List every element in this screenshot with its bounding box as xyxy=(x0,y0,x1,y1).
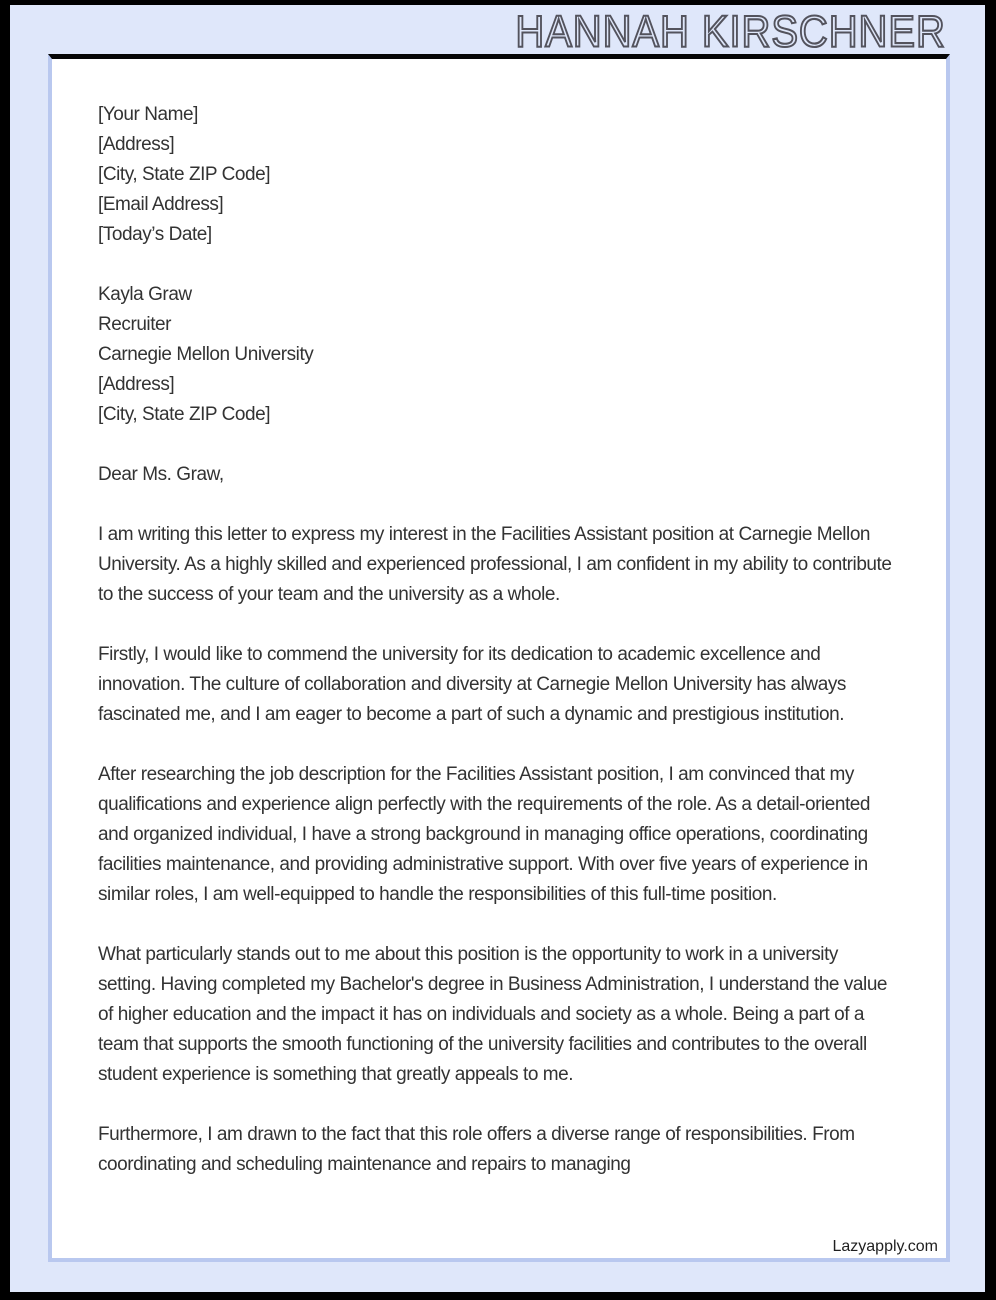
letter-paragraph-2: Firstly, I would like to commend the university for its dedication to academic excellence and innovation. The culture of collaboration and diversity at Carnegie Mellon University has always fascinated me, and I am eager to become a part of such a dynamic and prestigious institution. xyxy=(98,644,846,725)
salutation xyxy=(98,460,896,490)
date-line: [Today’s Date] xyxy=(98,224,212,245)
recipient-name-line: Kayla Graw xyxy=(98,284,192,305)
letter-paragraph-4: What particularly stands out to me about this position is the opportunity to work in a university setting. Having completed my Bachelor's degree in Business Administration, I understand the value of higher education and the impact it has on individuals and society as a whole. Being a part of a team that supports the smooth functioning of the university facilities and contributes to the overall student experience is something that greatly appeals to me. xyxy=(98,944,888,1085)
recipient-address-line: [Address] xyxy=(98,374,175,395)
lazyapply-watermark: Lazyapply.com xyxy=(832,1238,938,1255)
letter-paragraph-1: I am writing this letter to express my interest in the Facilities Assistant position at Carnegie Mellon University. As a highly skilled and experienced professional, I am confident in my ability to contribute to the success of your team and the university as a whole. xyxy=(98,524,892,605)
sender-city-line: [City, State ZIP Code] xyxy=(98,164,271,185)
recipient-city-line: [City, State ZIP Code] xyxy=(98,404,271,425)
letter-paragraph-5: Furthermore, I am drawn to the fact that this role offers a diverse range of responsibilities. From coordinating and scheduling maintenance and repairs to managing xyxy=(98,1124,855,1175)
letter-paper xyxy=(48,54,950,1262)
sender-address-line: [Address] xyxy=(98,134,175,155)
recipient-company-line: Carnegie Mellon University xyxy=(98,344,314,365)
letter-body xyxy=(98,100,896,1210)
sender-address-block xyxy=(98,100,896,250)
page-title: HANNAH KIRSCHNER xyxy=(515,7,946,57)
recipient-address-block xyxy=(98,280,896,430)
sender-email-line: [Email Address] xyxy=(98,194,224,215)
recipient-title-line: Recruiter xyxy=(98,314,172,335)
letter-paragraph-3: After researching the job description for the Facilities Assistant position, I am convinced that my qualifications and experience align perfectly with the requirements of the role. As a detail-oriented and organized individual, I have a strong background in managing office operations, coordinating facilities maintenance, and providing administrative support. With over five years of experience in similar roles, I am well-equipped to handle the responsibilities of this full-time position. xyxy=(98,764,871,905)
sender-name-line: [Your Name] xyxy=(98,104,198,125)
salutation-line: Dear Ms. Graw, xyxy=(98,464,224,485)
